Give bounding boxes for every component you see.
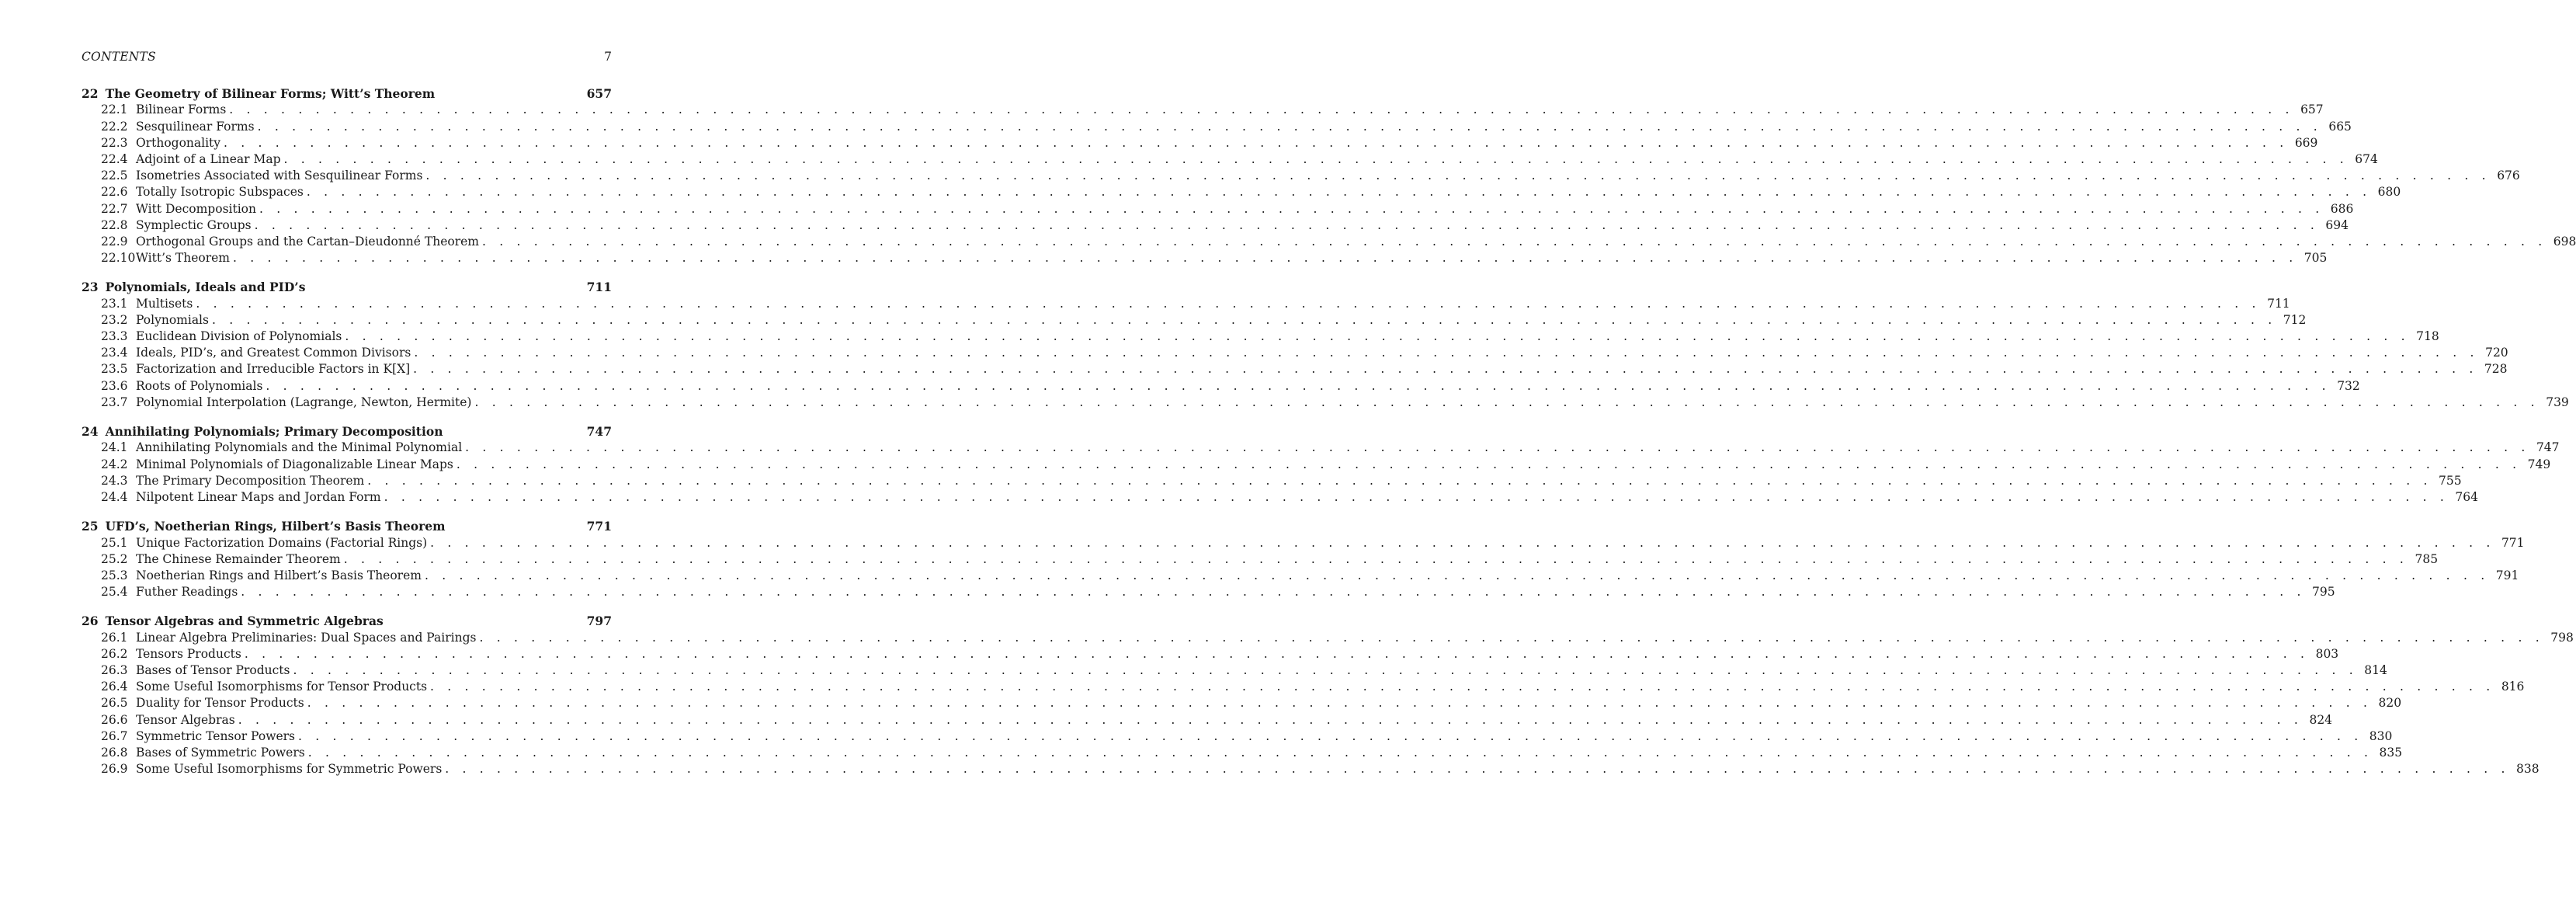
- chapter-page-number: 657: [586, 86, 612, 101]
- section-title: Orthogonality: [136, 135, 221, 150]
- section-title: Bilinear Forms: [136, 103, 227, 117]
- chapter-title: The Geometry of Bilinear Forms; Witt’s Theorem: [105, 86, 436, 101]
- section-title: Annihilating Polynomials and the Minimal Polynomial: [136, 440, 463, 455]
- chapter-heading[interactable]: [82, 85, 612, 102]
- section-page-number: 764: [2455, 489, 2478, 504]
- toc-entry[interactable]: [82, 168, 2520, 184]
- running-head-page-number: 7: [604, 50, 612, 64]
- chapter-24: [82, 423, 2560, 506]
- dot-leader: . . . . . . . . . . . . . . . . . . . . . . . . . . . . . . . . . . . . . . . . . . . . . . . . . . . . . . . . . . . . . . . . . . . . . . . . . . . . . . . . . . . . . . . . . . . . . . . . . . . . . . . . . . . . . . . . . . . . . . . .: [479, 630, 2544, 645]
- dot-leader: . . . . . . . . . . . . . . . . . . . . . . . . . . . . . . . . . . . . . . . . . . . . . . . . . . . . . . . . . . . . . . . . . . . . . . . . . . . . . . . . . . . . . . . . . . . . . . . . . . . . . . . . . . . . . . . . . . . . . . . .: [196, 296, 2261, 311]
- chapter-title: Annihilating Polynomials; Primary Decomposition: [105, 423, 443, 439]
- section-page-number: 718: [2416, 329, 2439, 344]
- section-page-number: 674: [2355, 151, 2378, 166]
- dot-leader: . . . . . . . . . . . . . . . . . . . . . . . . . . . . . . . . . . . . . . . . . . . . . . . . . . . . . . . . . . . . . . . . . . . . . . . . . . . . . . . . . . . . . . . . . . . . . . . . . . . . . . . . . . . . . . . . . . . . . . . .: [445, 762, 2510, 777]
- toc-entry[interactable]: [82, 695, 2402, 711]
- section-title: Polynomials: [136, 312, 209, 327]
- section-title: Duality for Tensor Products: [136, 696, 304, 711]
- section-title: Witt Decomposition: [136, 201, 256, 216]
- toc-entry[interactable]: [82, 135, 2318, 151]
- toc-entry[interactable]: [82, 234, 2576, 250]
- dot-leader: . . . . . . . . . . . . . . . . . . . . . . . . . . . . . . . . . . . . . . . . . . . . . . . . . . . . . . . . . . . . . . . . . . . . . . . . . . . . . . . . . . . . . . . . . . . . . . . . . . . . . . . . . . . . . . . . . . . . . . . .: [413, 362, 2478, 377]
- dot-leader: . . . . . . . . . . . . . . . . . . . . . . . . . . . . . . . . . . . . . . . . . . . . . . . . . . . . . . . . . . . . . . . . . . . . . . . . . . . . . . . . . . . . . . . . . . . . . . . . . . . . . . . . . . . . . . . . . . . . . . . .: [430, 680, 2495, 694]
- toc-entry[interactable]: [82, 457, 2551, 473]
- toc-entry[interactable]: [82, 102, 2324, 118]
- chapter-page-number: 771: [586, 519, 612, 534]
- section-title: Factorization and Irreducible Factors in K[X]: [136, 362, 411, 377]
- dot-leader: . . . . . . . . . . . . . . . . . . . . . . . . . . . . . . . . . . . . . . . . . . . . . . . . . . . . . . . . . . . . . . . . . . . . . . . . . . . . . . . . . . . . . . . . . . . . . . . . . . . . . . . . . . . . . . . . . . . . . . . .: [343, 551, 2409, 566]
- section-page-number: 816: [2501, 680, 2525, 694]
- section-title: Futher Readings: [136, 585, 238, 600]
- section-title: Linear Algebra Preliminaries: Dual Spaces and Pairings: [136, 630, 477, 645]
- section-title: The Primary Decomposition Theorem: [136, 473, 365, 488]
- dot-leader: . . . . . . . . . . . . . . . . . . . . . . . . . . . . . . . . . . . . . . . . . . . . . . . . . . . . . . . . . . . . . . . . . . . . . . . . . . . . . . . . . . . . . . . . . . . . . . . . . . . . . . . . . . . . . . . . . . . . . . . .: [430, 535, 2495, 550]
- section-title: Roots of Polynomials: [136, 378, 263, 393]
- toc-entry[interactable]: [82, 646, 2339, 662]
- section-number: 22.1: [101, 103, 128, 117]
- running-head-title: CONTENTS: [82, 50, 156, 64]
- section-number: 26.9: [101, 762, 128, 777]
- dot-leader: . . . . . . . . . . . . . . . . . . . . . . . . . . . . . . . . . . . . . . . . . . . . . . . . . . . . . . . . . . . . . . . . . . . . . . . . . . . . . . . . . . . . . . . . . . . . . . . . . . . . . . . . . . . . . . . . . . . . . . . .: [241, 585, 2306, 600]
- toc-entry[interactable]: [82, 551, 2439, 568]
- section-number: 26.5: [101, 696, 128, 711]
- section-number: 26.8: [101, 745, 128, 760]
- section-page-number: 728: [2484, 362, 2508, 377]
- section-page-number: 686: [2330, 201, 2354, 216]
- section-number: 25.4: [101, 585, 128, 600]
- chapter-page-number: 747: [586, 423, 612, 439]
- chapter-heading[interactable]: [82, 279, 612, 295]
- toc-page: [82, 50, 2576, 790]
- section-number: 22.9: [101, 234, 128, 249]
- section-number: 23.2: [101, 312, 128, 327]
- dot-leader: . . . . . . . . . . . . . . . . . . . . . . . . . . . . . . . . . . . . . . . . . . . . . . . . . . . . . . . . . . . . . . . . . . . . . . . . . . . . . . . . . . . . . . . . . . . . . . . . . . . . . . . . . . . . . . . . . . . . . . . .: [384, 489, 2449, 504]
- section-page-number: 835: [2379, 745, 2403, 760]
- section-number: 23.3: [101, 329, 128, 344]
- section-number: 26.7: [101, 728, 128, 743]
- dot-leader: . . . . . . . . . . . . . . . . . . . . . . . . . . . . . . . . . . . . . . . . . . . . . . . . . . . . . . . . . . . . . . . . . . . . . . . . . . . . . . . . . . . . . . . . . . . . . . . . . . . . . . . . . . . . . . . . . . . . . . . .: [233, 251, 2298, 266]
- dot-leader: . . . . . . . . . . . . . . . . . . . . . . . . . . . . . . . . . . . . . . . . . . . . . . . . . . . . . . . . . . . . . . . . . . . . . . . . . . . . . . . . . . . . . . . . . . . . . . . . . . . . . . . . . . . . . . . . . . . . . . . .: [414, 346, 2479, 360]
- section-number: 25.1: [101, 535, 128, 550]
- section-page-number: 755: [2439, 473, 2462, 488]
- section-title: Polynomial Interpolation (Lagrange, Newton, Hermite): [136, 395, 472, 409]
- section-page-number: 830: [2369, 728, 2393, 743]
- section-number: 23.7: [101, 395, 128, 409]
- section-number: 22.3: [101, 135, 128, 150]
- dot-leader: . . . . . . . . . . . . . . . . . . . . . . . . . . . . . . . . . . . . . . . . . . . . . . . . . . . . . . . . . . . . . . . . . . . . . . . . . . . . . . . . . . . . . . . . . . . . . . . . . . . . . . . . . . . . . . . . . . . . . . . .: [482, 234, 2547, 249]
- toc-entry[interactable]: [82, 489, 2478, 506]
- chapter-heading[interactable]: [82, 518, 612, 534]
- toc-entry[interactable]: [82, 761, 2540, 777]
- chapter-heading-text: [82, 518, 446, 534]
- section-page-number: 711: [2267, 296, 2290, 311]
- section-number: 25.3: [101, 568, 128, 582]
- toc-entry[interactable]: [82, 201, 2354, 217]
- toc-entry[interactable]: [82, 535, 2525, 551]
- dot-leader: . . . . . . . . . . . . . . . . . . . . . . . . . . . . . . . . . . . . . . . . . . . . . . . . . . . . . . . . . . . . . . . . . . . . . . . . . . . . . . . . . . . . . . . . . . . . . . . . . . . . . . . . . . . . . . . . . . . . . . . .: [266, 378, 2331, 393]
- section-number: 26.4: [101, 680, 128, 694]
- dot-leader: . . . . . . . . . . . . . . . . . . . . . . . . . . . . . . . . . . . . . . . . . . . . . . . . . . . . . . . . . . . . . . . . . . . . . . . . . . . . . . . . . . . . . . . . . . . . . . . . . . . . . . . . . . . . . . . . . . . . . . . .: [238, 712, 2303, 727]
- section-title: Nilpotent Linear Maps and Jordan Form: [136, 489, 381, 504]
- dot-leader: . . . . . . . . . . . . . . . . . . . . . . . . . . . . . . . . . . . . . . . . . . . . . . . . . . . . . . . . . . . . . . . . . . . . . . . . . . . . . . . . . . . . . . . . . . . . . . . . . . . . . . . . . . . . . . . . . . . . . . . .: [229, 103, 2294, 117]
- chapter-number: 25: [82, 519, 99, 534]
- section-number: 26.1: [101, 630, 128, 645]
- section-number: 22.2: [101, 119, 128, 134]
- toc-entry[interactable]: [82, 440, 2560, 456]
- chapter-heading-text: [82, 613, 384, 629]
- section-page-number: 791: [2495, 568, 2519, 582]
- section-number: 22.8: [101, 217, 128, 232]
- section-number: 24.3: [101, 473, 128, 488]
- section-title: Tensors Products: [136, 646, 241, 661]
- chapter-number: 22: [82, 86, 99, 101]
- chapter-23: [82, 279, 2569, 411]
- section-page-number: 814: [2364, 663, 2387, 678]
- section-title: Ideals, PID’s, and Greatest Common Divisors: [136, 346, 411, 360]
- toc-entry[interactable]: [82, 662, 2387, 679]
- chapter-26: [82, 613, 2574, 777]
- section-title: Adjoint of a Linear Map: [136, 151, 281, 166]
- running-head: [82, 50, 612, 67]
- dot-leader: . . . . . . . . . . . . . . . . . . . . . . . . . . . . . . . . . . . . . . . . . . . . . . . . . . . . . . . . . . . . . . . . . . . . . . . . . . . . . . . . . . . . . . . . . . . . . . . . . . . . . . . . . . . . . . . . . . . . . . . .: [298, 728, 2363, 743]
- chapter-heading[interactable]: [82, 423, 612, 440]
- dot-leader: . . . . . . . . . . . . . . . . . . . . . . . . . . . . . . . . . . . . . . . . . . . . . . . . . . . . . . . . . . . . . . . . . . . . . . . . . . . . . . . . . . . . . . . . . . . . . . . . . . . . . . . . . . . . . . . . . . . . . . . .: [474, 395, 2540, 409]
- section-title: Isometries Associated with Sesquilinear Forms: [136, 169, 423, 183]
- section-number: 26.6: [101, 712, 128, 727]
- dot-leader: . . . . . . . . . . . . . . . . . . . . . . . . . . . . . . . . . . . . . . . . . . . . . . . . . . . . . . . . . . . . . . . . . . . . . . . . . . . . . . . . . . . . . . . . . . . . . . . . . . . . . . . . . . . . . . . . . . . . . . . .: [259, 201, 2324, 216]
- section-page-number: 712: [2283, 312, 2307, 327]
- dot-leader: . . . . . . . . . . . . . . . . . . . . . . . . . . . . . . . . . . . . . . . . . . . . . . . . . . . . . . . . . . . . . . . . . . . . . . . . . . . . . . . . . . . . . . . . . . . . . . . . . . . . . . . . . . . . . . . . . . . . . . . .: [306, 185, 2372, 200]
- section-title: Noetherian Rings and Hilbert’s Basis Theorem: [136, 568, 422, 582]
- section-title: Multisets: [136, 296, 193, 311]
- chapter-heading[interactable]: [82, 613, 612, 629]
- section-page-number: 798: [2550, 630, 2574, 645]
- section-page-number: 720: [2485, 346, 2508, 360]
- section-title: Some Useful Isomorphisms for Symmetric Powers: [136, 762, 443, 777]
- section-number: 22.6: [101, 185, 128, 200]
- toc-entry[interactable]: [82, 361, 2508, 377]
- toc-entry[interactable]: [82, 584, 2335, 600]
- dot-leader: . . . . . . . . . . . . . . . . . . . . . . . . . . . . . . . . . . . . . . . . . . . . . . . . . . . . . . . . . . . . . . . . . . . . . . . . . . . . . . . . . . . . . . . . . . . . . . . . . . . . . . . . . . . . . . . . . . . . . . . .: [345, 329, 2410, 344]
- section-title: Symmetric Tensor Powers: [136, 728, 295, 743]
- section-title: Bases of Symmetric Powers: [136, 745, 305, 760]
- toc-entry[interactable]: [82, 712, 2333, 728]
- chapter-title: Tensor Algebras and Symmetric Algebras: [105, 614, 384, 629]
- dot-leader: . . . . . . . . . . . . . . . . . . . . . . . . . . . . . . . . . . . . . . . . . . . . . . . . . . . . . . . . . . . . . . . . . . . . . . . . . . . . . . . . . . . . . . . . . . . . . . . . . . . . . . . . . . . . . . . . . . . . . . . .: [424, 568, 2490, 582]
- section-number: 24.4: [101, 489, 128, 504]
- section-page-number: 694: [2325, 217, 2349, 232]
- toc-entry[interactable]: [82, 296, 2290, 312]
- dot-leader: . . . . . . . . . . . . . . . . . . . . . . . . . . . . . . . . . . . . . . . . . . . . . . . . . . . . . . . . . . . . . . . . . . . . . . . . . . . . . . . . . . . . . . . . . . . . . . . . . . . . . . . . . . . . . . . . . . . . . . . .: [307, 745, 2373, 760]
- section-number: 26.2: [101, 646, 128, 661]
- chapter-heading-text: [82, 423, 443, 440]
- toc-entry[interactable]: [82, 395, 2569, 411]
- section-number: 23.4: [101, 346, 128, 360]
- section-page-number: 705: [2303, 251, 2328, 266]
- toc-entry[interactable]: [82, 568, 2519, 584]
- toc-entry[interactable]: [82, 728, 2393, 745]
- dot-leader: . . . . . . . . . . . . . . . . . . . . . . . . . . . . . . . . . . . . . . . . . . . . . . . . . . . . . . . . . . . . . . . . . . . . . . . . . . . . . . . . . . . . . . . . . . . . . . . . . . . . . . . . . . . . . . . . . . . . . . . .: [254, 217, 2319, 232]
- section-number: 23.1: [101, 296, 128, 311]
- dot-leader: . . . . . . . . . . . . . . . . . . . . . . . . . . . . . . . . . . . . . . . . . . . . . . . . . . . . . . . . . . . . . . . . . . . . . . . . . . . . . . . . . . . . . . . . . . . . . . . . . . . . . . . . . . . . . . . . . . . . . . . .: [465, 440, 2530, 455]
- toc-entry[interactable]: [82, 345, 2508, 361]
- toc-entry[interactable]: [82, 378, 2360, 395]
- section-title: Witt’s Theorem: [136, 251, 230, 266]
- chapter-title: UFD’s, Noetherian Rings, Hilbert’s Basis Theorem: [105, 519, 446, 534]
- section-page-number: 698: [2553, 234, 2576, 249]
- dot-leader: . . . . . . . . . . . . . . . . . . . . . . . . . . . . . . . . . . . . . . . . . . . . . . . . . . . . . . . . . . . . . . . . . . . . . . . . . . . . . . . . . . . . . . . . . . . . . . . . . . . . . . . . . . . . . . . . . . . . . . . .: [224, 135, 2289, 150]
- dot-leader: . . . . . . . . . . . . . . . . . . . . . . . . . . . . . . . . . . . . . . . . . . . . . . . . . . . . . . . . . . . . . . . . . . . . . . . . . . . . . . . . . . . . . . . . . . . . . . . . . . . . . . . . . . . . . . . . . . . . . . . .: [257, 119, 2322, 134]
- chapter-22: [82, 85, 2576, 266]
- section-page-number: 824: [2309, 712, 2333, 727]
- section-page-number: 838: [2516, 762, 2540, 777]
- section-number: 26.3: [101, 663, 128, 678]
- toc-entry[interactable]: [82, 217, 2349, 234]
- chapter-heading-text: [82, 279, 305, 295]
- toc-entry[interactable]: [82, 312, 2307, 329]
- section-page-number: 680: [2377, 185, 2401, 200]
- section-page-number: 657: [2300, 103, 2324, 117]
- chapter-number: 24: [82, 423, 99, 439]
- toc-entry[interactable]: [82, 151, 2378, 168]
- dot-leader: . . . . . . . . . . . . . . . . . . . . . . . . . . . . . . . . . . . . . . . . . . . . . . . . . . . . . . . . . . . . . . . . . . . . . . . . . . . . . . . . . . . . . . . . . . . . . . . . . . . . . . . . . . . . . . . . . . . . . . . .: [425, 169, 2491, 183]
- toc-entry[interactable]: [82, 329, 2439, 345]
- section-page-number: 676: [2497, 169, 2520, 183]
- section-page-number: 820: [2378, 696, 2402, 711]
- toc-entry[interactable]: [82, 250, 2328, 266]
- section-page-number: 732: [2337, 378, 2360, 393]
- section-page-number: 795: [2312, 585, 2335, 600]
- table-of-contents: [82, 85, 2576, 777]
- chapter-heading-text: [82, 85, 435, 102]
- section-title: Symplectic Groups: [136, 217, 252, 232]
- section-title: Bases of Tensor Products: [136, 663, 290, 678]
- chapter-page-number: 711: [586, 280, 612, 295]
- dot-leader: . . . . . . . . . . . . . . . . . . . . . . . . . . . . . . . . . . . . . . . . . . . . . . . . . . . . . . . . . . . . . . . . . . . . . . . . . . . . . . . . . . . . . . . . . . . . . . . . . . . . . . . . . . . . . . . . . . . . . . . .: [307, 696, 2373, 711]
- section-title: The Chinese Remainder Theorem: [136, 551, 341, 566]
- section-title: Totally Isotropic Subspaces: [136, 185, 304, 200]
- section-title: Sesquilinear Forms: [136, 119, 255, 134]
- dot-leader: . . . . . . . . . . . . . . . . . . . . . . . . . . . . . . . . . . . . . . . . . . . . . . . . . . . . . . . . . . . . . . . . . . . . . . . . . . . . . . . . . . . . . . . . . . . . . . . . . . . . . . . . . . . . . . . . . . . . . . . .: [456, 457, 2522, 471]
- section-number: 24.2: [101, 457, 128, 471]
- section-title: Unique Factorization Domains (Factorial Rings): [136, 535, 428, 550]
- dot-leader: . . . . . . . . . . . . . . . . . . . . . . . . . . . . . . . . . . . . . . . . . . . . . . . . . . . . . . . . . . . . . . . . . . . . . . . . . . . . . . . . . . . . . . . . . . . . . . . . . . . . . . . . . . . . . . . . . . . . . . . .: [293, 663, 2358, 678]
- dot-leader: . . . . . . . . . . . . . . . . . . . . . . . . . . . . . . . . . . . . . . . . . . . . . . . . . . . . . . . . . . . . . . . . . . . . . . . . . . . . . . . . . . . . . . . . . . . . . . . . . . . . . . . . . . . . . . . . . . . . . . . .: [211, 312, 2277, 327]
- section-page-number: 785: [2415, 551, 2439, 566]
- section-number: 24.1: [101, 440, 128, 455]
- toc-entry[interactable]: [82, 184, 2401, 200]
- section-page-number: 803: [2315, 646, 2339, 661]
- section-number: 22.7: [101, 201, 128, 216]
- section-number: 23.5: [101, 362, 128, 377]
- section-number: 22.4: [101, 151, 128, 166]
- section-title: Tensor Algebras: [136, 712, 235, 727]
- section-page-number: 669: [2294, 135, 2318, 150]
- section-page-number: 665: [2328, 119, 2352, 134]
- chapter-title: Polynomials, Ideals and PID’s: [105, 280, 306, 295]
- section-number: 25.2: [101, 551, 128, 566]
- toc-entry[interactable]: [82, 119, 2352, 135]
- section-page-number: 771: [2501, 535, 2525, 550]
- section-number: 22.5: [101, 169, 128, 183]
- section-number: 22.10: [101, 251, 136, 266]
- section-number: 23.6: [101, 378, 128, 393]
- section-page-number: 747: [2536, 440, 2560, 455]
- section-page-number: 749: [2527, 457, 2551, 471]
- toc-entry[interactable]: [82, 473, 2462, 489]
- section-title: Orthogonal Groups and the Cartan–Dieudonné Theorem: [136, 234, 479, 249]
- chapter-number: 26: [82, 614, 99, 629]
- toc-entry[interactable]: [82, 745, 2403, 761]
- dot-leader: . . . . . . . . . . . . . . . . . . . . . . . . . . . . . . . . . . . . . . . . . . . . . . . . . . . . . . . . . . . . . . . . . . . . . . . . . . . . . . . . . . . . . . . . . . . . . . . . . . . . . . . . . . . . . . . . . . . . . . . .: [244, 646, 2310, 661]
- section-title: Euclidean Division of Polynomials: [136, 329, 342, 344]
- dot-leader: . . . . . . . . . . . . . . . . . . . . . . . . . . . . . . . . . . . . . . . . . . . . . . . . . . . . . . . . . . . . . . . . . . . . . . . . . . . . . . . . . . . . . . . . . . . . . . . . . . . . . . . . . . . . . . . . . . . . . . . .: [367, 473, 2432, 488]
- section-page-number: 739: [2546, 395, 2569, 409]
- toc-entry[interactable]: [82, 630, 2574, 646]
- toc-entry[interactable]: [82, 679, 2525, 695]
- chapter-25: [82, 518, 2525, 600]
- chapter-page-number: 797: [586, 614, 612, 629]
- chapter-number: 23: [82, 280, 99, 295]
- section-title: Some Useful Isomorphisms for Tensor Products: [136, 680, 428, 694]
- dot-leader: . . . . . . . . . . . . . . . . . . . . . . . . . . . . . . . . . . . . . . . . . . . . . . . . . . . . . . . . . . . . . . . . . . . . . . . . . . . . . . . . . . . . . . . . . . . . . . . . . . . . . . . . . . . . . . . . . . . . . . . .: [283, 151, 2349, 166]
- section-title: Minimal Polynomials of Diagonalizable Linear Maps: [136, 457, 453, 471]
